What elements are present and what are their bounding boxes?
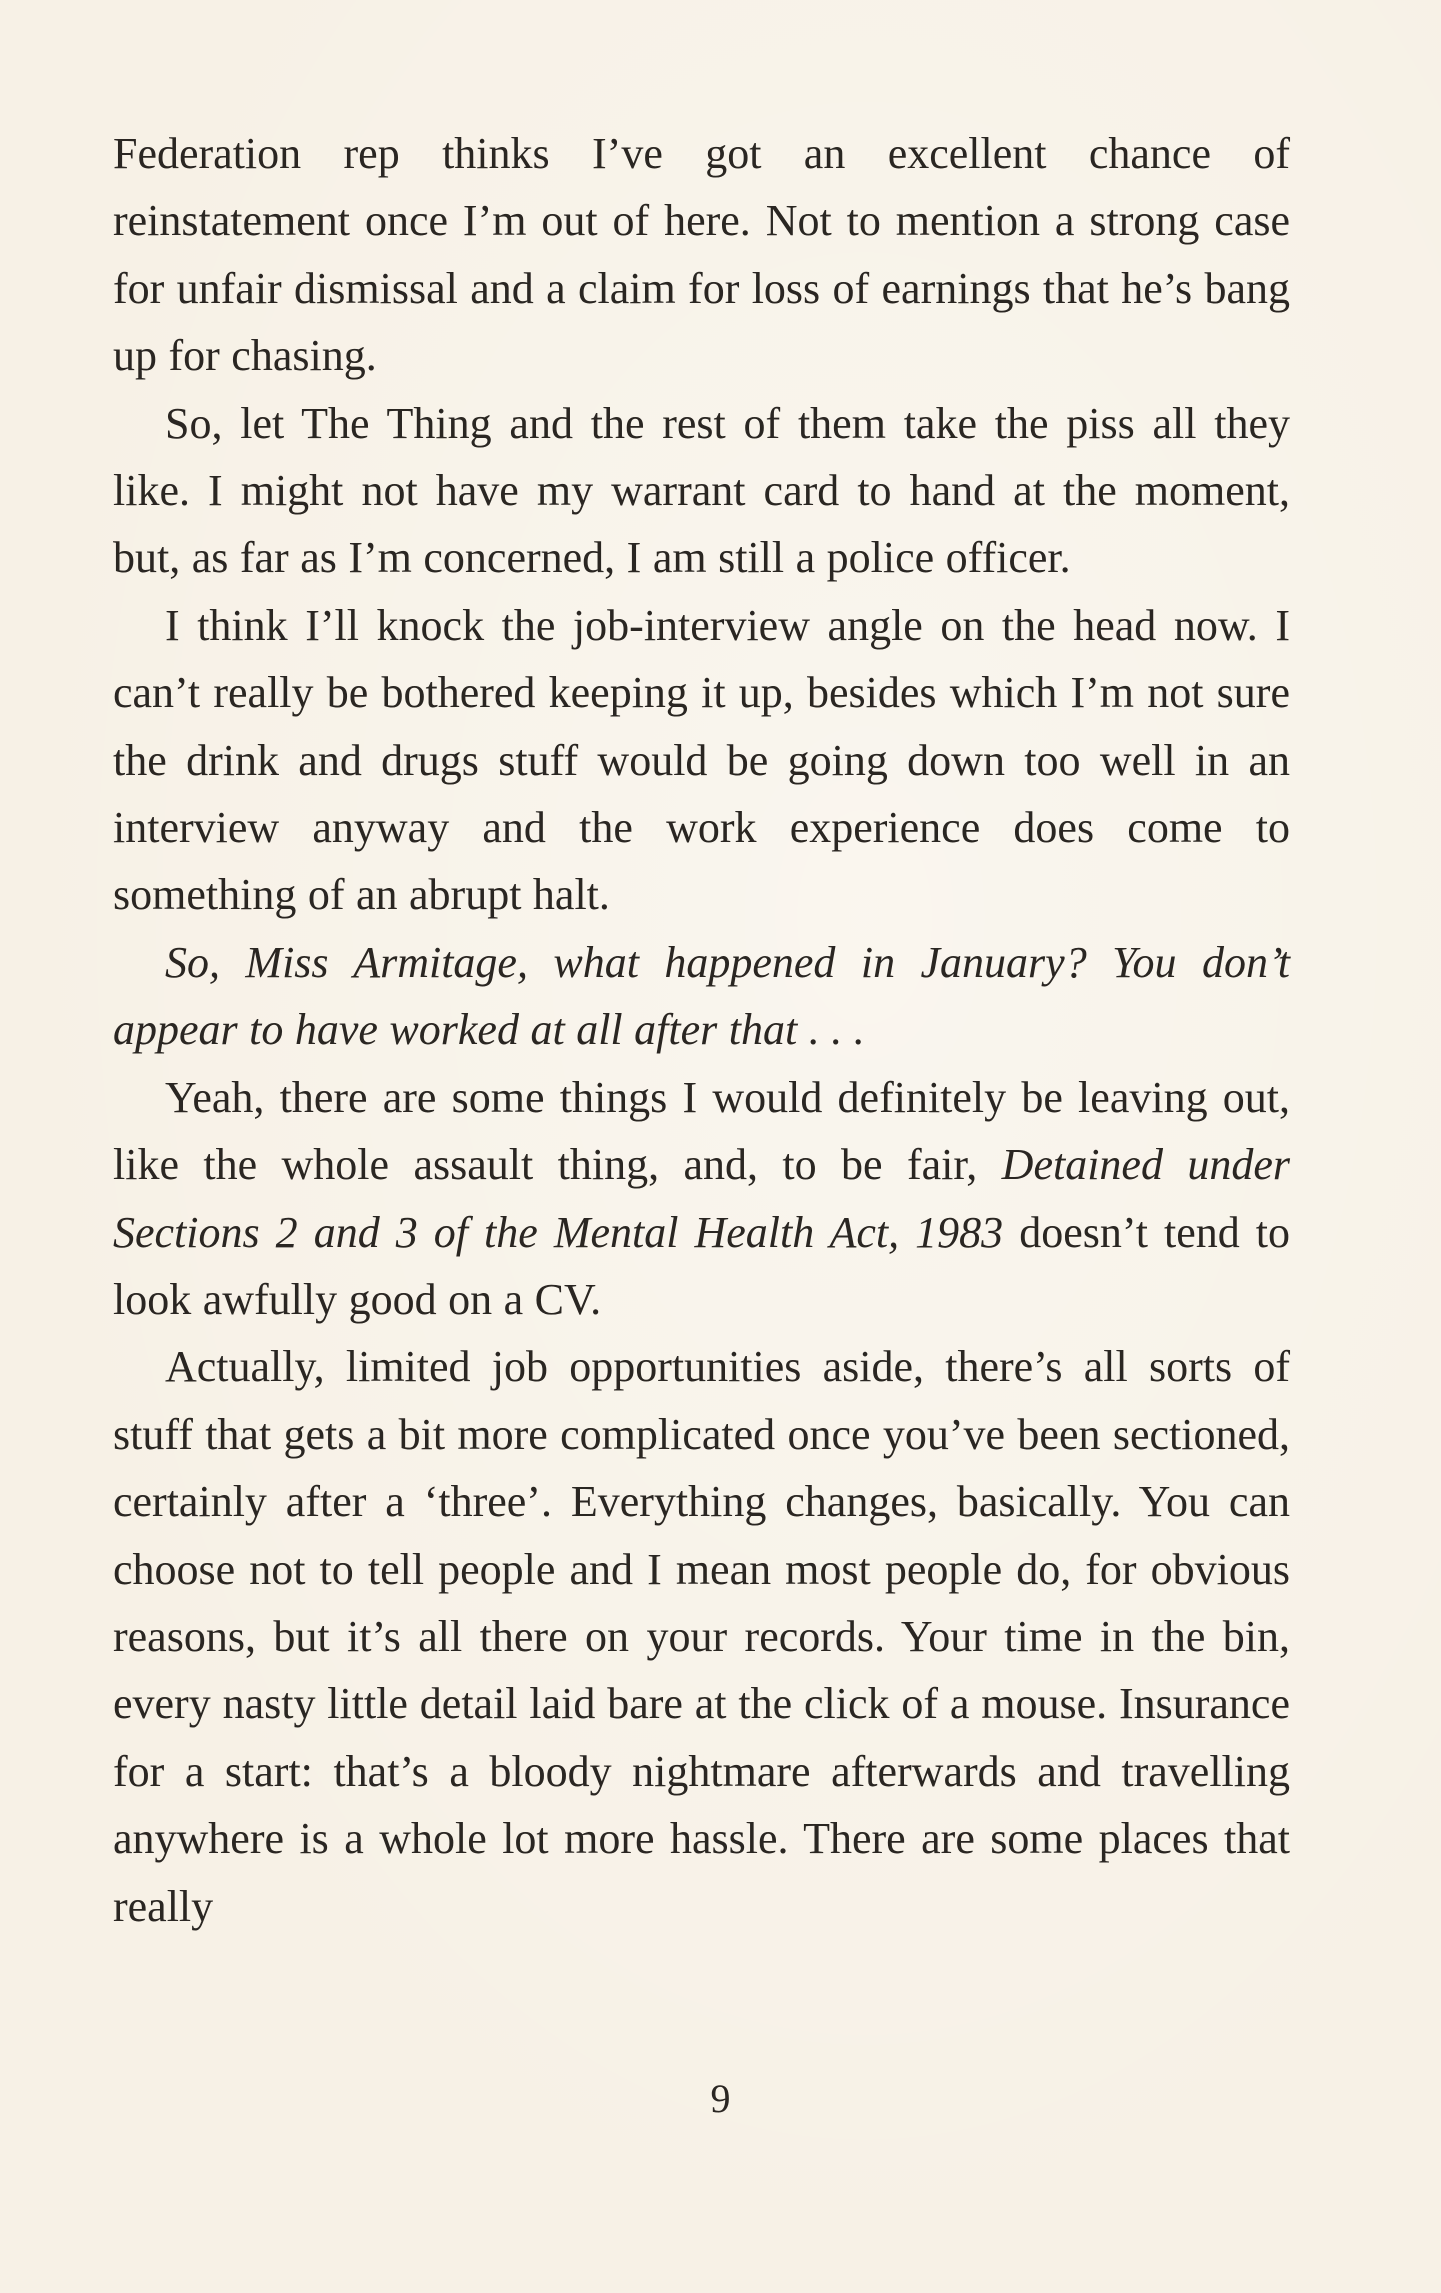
paragraph-1: Federation rep thinks I’ve got an excellent chance of reinstatement once I’m out of here. Not to mention a strong case for unfair dismissal and a claim for loss of earnings that he’s bang up for chasing.	[113, 129, 1290, 381]
paragraph-6: Actually, limited job opportunities aside, there’s all sorts of stuff that gets a bit more complicated once you’ve been sectioned, certainly after a ‘three’. Everything changes, basically. You can choose not to tell people and I mean most people do, for obvious reasons, but it’s all there on your records. Your time in the bin, every nasty little detail laid bare at the click of a mouse. Insurance for a start: that’s a bloody nightmare afterwards and travelling anywhere is a whole lot more hassle. There are some places that really	[113, 1342, 1290, 1931]
body-text	[113, 120, 1290, 1940]
paragraph-5-start: Yeah, there are some things I would definitely be leaving out, like the whole assault thing, and, to be fair,	[113, 1072, 1290, 1190]
paragraph-5-italic-title: Detained under Sections 2 and 3 of the Mental Health Act, 1983	[113, 1140, 1291, 1257]
paragraph-5	[113, 1064, 1290, 1334]
paragraph-2: So, let The Thing and the rest of them take the piss all they like. I might not have my warrant card to hand at the moment, but, as far as I’m concerned, I am still a police officer.	[113, 398, 1290, 583]
paragraph-5-end: doesn’t tend to look awfully good on a CV.	[113, 1207, 1290, 1324]
paragraph-4-italic: So, Miss Armitage, what happened in January? You don’t appear to have worked at all after that . . .	[113, 937, 1290, 1055]
paragraph-3: I think I’ll knock the job-interview angle on the head now. I can’t really be bothered keeping it up, besides which I’m not sure the drink and drugs stuff would be going down too well in an interview anyway and the work experience does come to something of an abrupt halt.	[113, 600, 1290, 920]
page-number: 9	[710, 2076, 731, 2121]
